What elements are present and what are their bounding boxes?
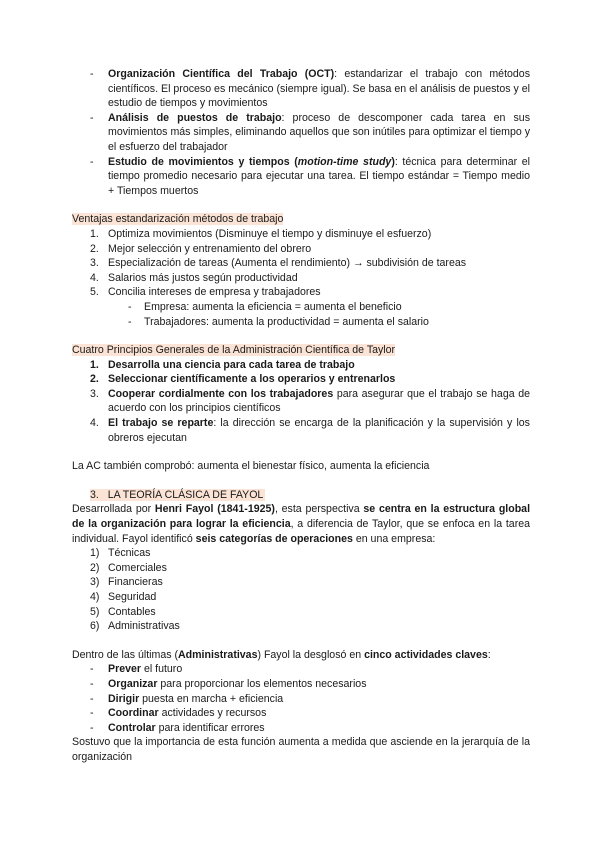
list-item: - Trabajadores: aumenta la productividad = aumenta el salario [128, 315, 429, 328]
list-item: 3. Especialización de tareas (Aumenta el rendimiento) → subdivisión de tareas [90, 257, 467, 270]
list-item: - Prever el futuro [90, 663, 183, 676]
list-item: - Dirigir puesta en marcha + eficiencia [90, 692, 284, 705]
list-item: 5) Contables [90, 605, 156, 618]
list-item: - Empresa: aumenta la eficiencia = aumenta el beneficio [128, 300, 402, 313]
list-item: - Coordinar actividades y recursos [90, 707, 267, 720]
list-item: 2. Mejor selección y entrenamiento del obrero [90, 242, 312, 255]
list-item: - Organizar para proporcionar los elementos necesarios [90, 677, 367, 690]
closing-paragraph: Sostuvo que la importancia de esta función aumenta a medida que asciende en la jerarquía de la organización [72, 736, 530, 763]
list-item: 1. Desarrolla una ciencia para cada tarea de trabajo [90, 358, 355, 371]
administrativas-paragraph: Dentro de las últimas (Administrativas) Fayol la desglosó en cinco actividades claves: [72, 648, 491, 661]
list-item: 2. Seleccionar científicamente a los operarios y entrenarlos [90, 373, 396, 386]
list-item: 4. Salarios más justos según productividad [90, 271, 298, 284]
principios-list [72, 358, 530, 446]
categorias-list [72, 546, 530, 634]
list-item: - Análisis de puestos de trabajo: proceso de descomponer cada tarea en sus movimientos más simples, eliminando aquellos que son inútiles para optimizar el tiempo y el esfuerzo del trabajador [90, 111, 530, 153]
ac-paragraph: La AC también comprobó: aumenta el bienestar físico, aumenta la eficiencia [72, 460, 430, 473]
intro-list [72, 67, 530, 198]
ventajas-heading: Ventajas estandarización métodos de trabajo [72, 213, 284, 226]
fayol-paragraph: Desarrollada por Henri Fayol (1841-1925), esta perspectiva se centra en la estructura global de la organización para lograr la eficiencia, a diferencia de Taylor, que se enfoca en la tarea individual. Fayol identificó seis categorías de operaciones en una empresa: [72, 503, 531, 545]
list-item: 1) Técnicas [90, 547, 151, 560]
list-item: 2) Comerciales [90, 561, 167, 574]
list-item: 5. Concilia intereses de empresa y trabajadores [90, 286, 321, 299]
actividades-list [72, 662, 530, 735]
list-item: 6) Administrativas [90, 620, 180, 633]
list-item: - Controlar para identificar errores [90, 721, 265, 734]
ventajas-list [72, 227, 530, 300]
list-item: - Organización Científica del Trabajo (OCT): estandarizar el trabajo con métodos científicos. El proceso es mecánico (siempre igual). Se basa en el análisis de puestos y el estudio de tiempos y movimientos [90, 68, 530, 110]
list-item: 1. Optimiza movimientos (Disminuye el tiempo y disminuye el esfuerzo) [90, 227, 432, 240]
list-item: 4) Seguridad [90, 591, 157, 603]
list-item: 4. El trabajo se reparte: la dirección se encarga de la planificación y la supervisión y los obreros ejecutan [90, 417, 530, 444]
list-item: 3) Financieras [90, 576, 163, 589]
list-item: - Estudio de movimientos y tiempos (motion-time study): técnica para determinar el tiempo promedio necesario para ejecutar una tarea. El tiempo estándar = Tiempo medio + Tiempos muertos [90, 155, 530, 197]
ventajas-sublist [72, 300, 530, 329]
fayol-heading: 3. LA TEORÍA CLÁSICA DE FAYOL [90, 488, 264, 501]
list-item: 3. Cooperar cordialmente con los trabajadores para asegurar que el trabajo se haga de acuerdo con los principios científicos [90, 387, 530, 415]
principios-heading: Cuatro Principios Generales de la Administración Científica de Taylor [72, 344, 396, 357]
